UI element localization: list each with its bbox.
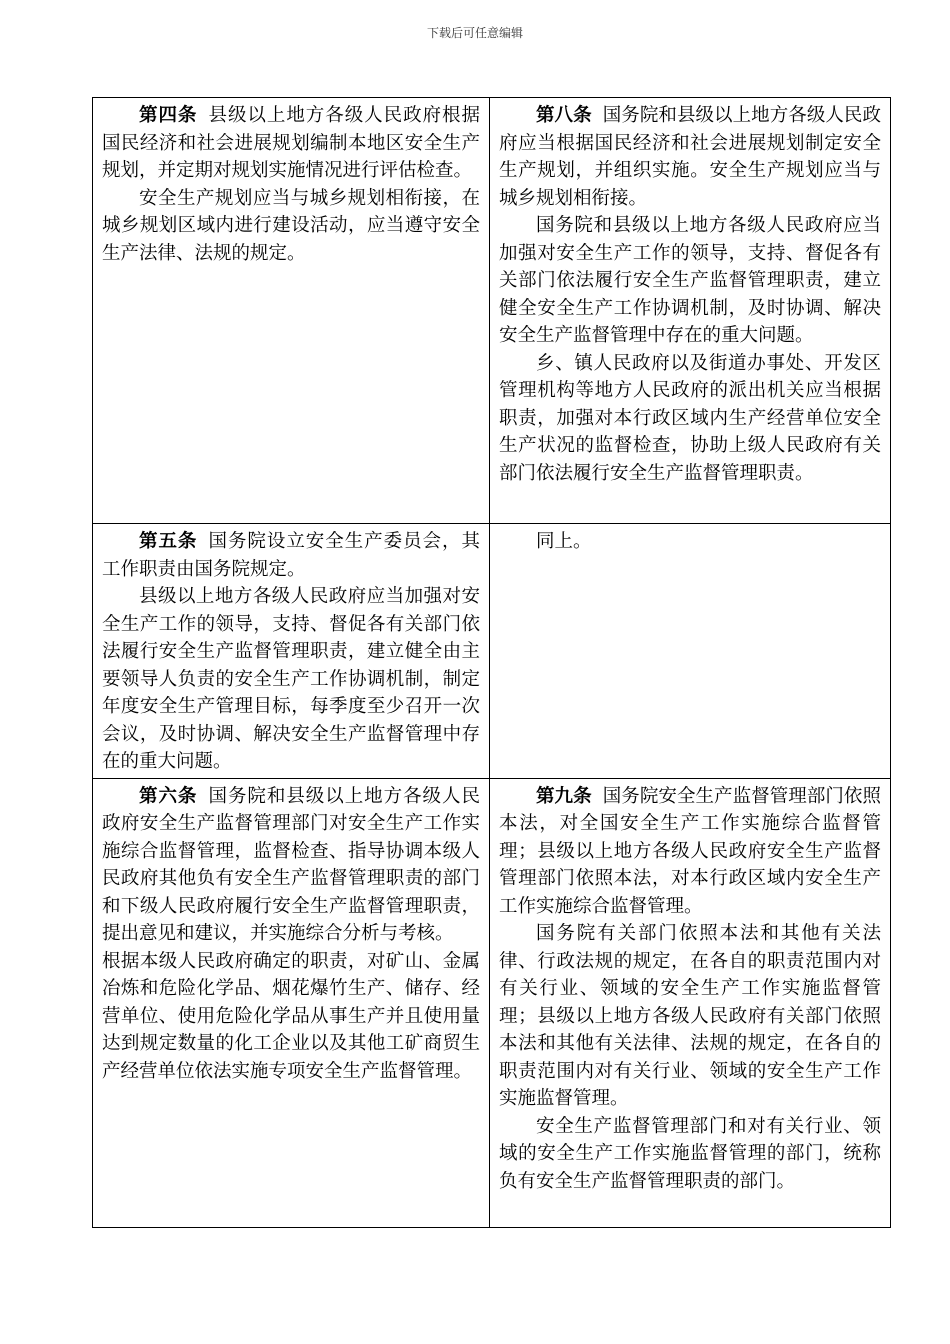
paragraph-text: 乡、镇人民政府以及街道办事处、开发区管理机构等地方人民政府的派出机关应当根据职责，加强对本行政区域内生产经营单位安全生产状况的监督检查，协助上级人民政府有关部门依法履行安全生产监督管理职责。 — [499, 352, 881, 484]
left-cell — [93, 778, 490, 1227]
paragraph-text: 国务院和县级以上地方各级人民政府应当加强对安全生产工作的领导，支持、督促各有关部门依法履行安全生产监督管理职责，建立健全安全生产工作协调机制，及时协调、解决安全生产监督管理中存在的重大问题。 — [499, 215, 881, 346]
paragraph-text: 国务院和县级以上地方各级人民政府应当根据国民经济和社会进展规划制定安全生产规划，并组织实施。安全生产规划应当与城乡规划相衔接。 — [499, 105, 881, 209]
table-row — [93, 98, 891, 524]
paragraph-text: 安全生产规划应当与城乡规划相衔接，在城乡规划区域内进行建设活动，应当遵守安全生产法律、法规的规定。 — [102, 187, 480, 264]
paragraph — [102, 783, 480, 948]
paragraph — [102, 948, 480, 1086]
paragraph — [499, 528, 881, 556]
left-cell — [93, 524, 490, 779]
article-number: 第八条 — [536, 105, 592, 126]
paragraph-text: 同上。 — [536, 531, 592, 552]
paragraph-text: 安全生产监督管理部门和对有关行业、领域的安全生产工作实施监督管理的部门，统称负有安全生产监督管理职责的部门。 — [499, 1115, 881, 1192]
article-number: 第九条 — [536, 785, 592, 807]
paragraph — [499, 212, 881, 350]
paragraph-text: 国务院和县级以上地方各级人民政府安全生产监督管理部门对安全生产工作实施综合监督管理，监督检查、指导协调本级人民政府其他负有安全生产监督管理职责的部门和下级人民政府履行安全生产监督管理职责，提出意见和建议，并实施综合分析与考核。 — [102, 785, 480, 944]
paragraph — [499, 350, 881, 488]
paragraph — [102, 528, 480, 583]
right-cell — [490, 524, 891, 779]
paragraph-text: 国务院安全生产监督管理部门依照本法，对全国安全生产工作实施综合监督管理；县级以上地方各级人民政府安全生产监督管理部门依照本法，对本行政区域内安全生产工作实施综合监督管理。 — [499, 785, 881, 917]
paragraph — [499, 783, 881, 921]
paragraph — [499, 102, 881, 212]
comparison-table — [92, 97, 891, 1228]
paragraph — [102, 583, 480, 776]
paragraph-text: 国务院设立安全生产委员会，其工作职责由国务院规定。 — [102, 531, 480, 580]
paragraph — [499, 920, 881, 1113]
paragraph-text: 国务院有关部门依照本法和其他有关法律、行政法规的规定，在各自的职责范围内对有关行业、领域的安全生产工作实施监督管理；县级以上地方各级人民政府有关部门依照本法和其他有关法律、法规的规定，在各自的职责范围内对有关行业、领域的安全生产工作实施监督管理。 — [499, 923, 881, 1109]
paragraph-text: 根据本级人民政府确定的职责，对矿山、金属冶炼和危险化学品、烟花爆竹生产、储存、经营单位、使用危险化学品从事生产并且使用量达到规定数量的化工企业以及其他工矿商贸生产经营单位依法实施专项安全生产监督管理。 — [102, 950, 480, 1082]
table-row — [93, 778, 891, 1227]
paragraph — [102, 185, 480, 268]
paragraph — [499, 1113, 881, 1196]
paragraph-text: 县级以上地方各级人民政府根据国民经济和社会进展规划编制本地区安全生产规划，并定期对规划实施情况进行评估检查。 — [102, 105, 480, 181]
article-number: 第四条 — [139, 105, 198, 126]
page-header: 下载后可任意编辑 — [426, 26, 523, 40]
table-row — [93, 524, 891, 779]
left-cell — [93, 98, 490, 524]
right-cell — [490, 778, 891, 1227]
paragraph — [102, 102, 480, 185]
article-number: 第五条 — [139, 531, 198, 552]
paragraph-text: 县级以上地方各级人民政府应当加强对安全生产工作的领导，支持、督促各有关部门依法履行安全生产监督管理职责，建立健全由主要领导人负责的安全生产工作协调机制，制定年度安全生产管理目标，每季度至少召开一次会议，及时协调、解决安全生产监督管理中存在的重大问题。 — [102, 586, 480, 772]
right-cell — [490, 98, 891, 524]
article-number: 第六条 — [139, 785, 198, 807]
